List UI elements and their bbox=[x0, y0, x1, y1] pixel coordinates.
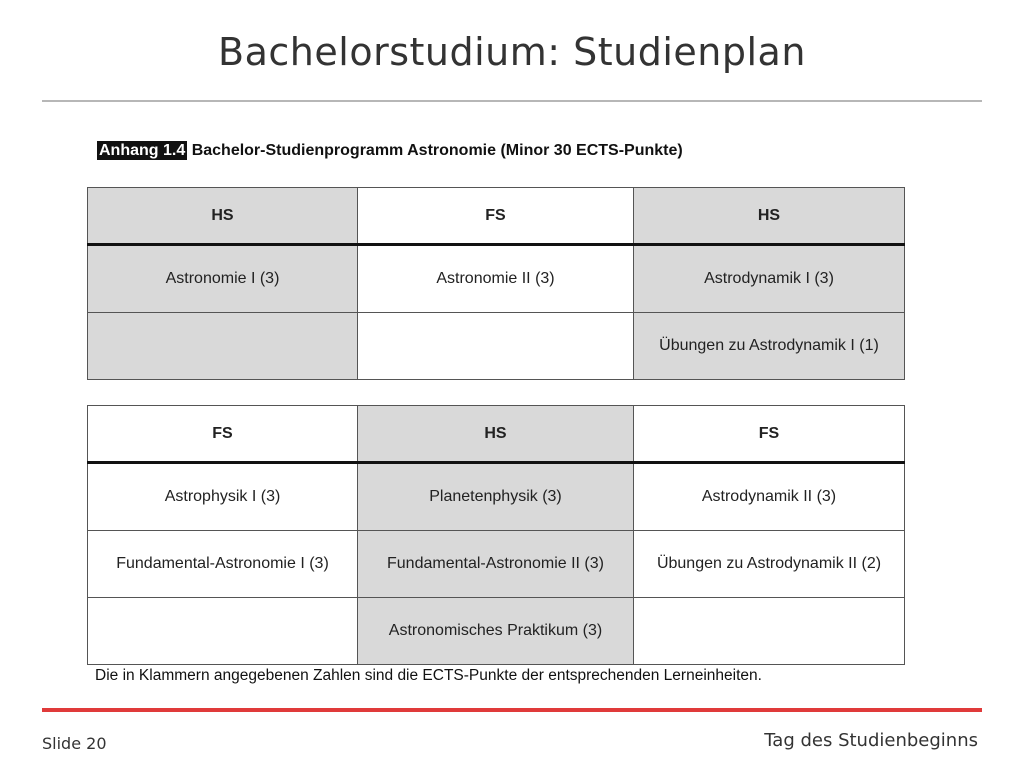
semester-header: HS bbox=[634, 188, 905, 245]
footnote: Die in Klammern angegebenen Zahlen sind die ECTS-Punkte der entsprechenden Lerneinheiten. bbox=[95, 667, 762, 684]
table-row bbox=[88, 245, 905, 313]
course-cell bbox=[358, 313, 634, 380]
event-label: Tag des Studienbeginns bbox=[764, 730, 978, 751]
course-cell: Astronomie I (3) bbox=[88, 245, 358, 313]
title-divider bbox=[42, 100, 982, 102]
slide-number: Slide 20 bbox=[42, 734, 107, 753]
semester-header: FS bbox=[634, 406, 905, 463]
study-plan-table-2 bbox=[87, 405, 905, 665]
course-cell: Astronomie II (3) bbox=[358, 245, 634, 313]
course-cell: Übungen zu Astrodynamik II (2) bbox=[634, 531, 905, 598]
course-cell: Astronomisches Praktikum (3) bbox=[358, 598, 634, 665]
annex-heading bbox=[97, 142, 683, 160]
course-cell: Übungen zu Astrodynamik I (1) bbox=[634, 313, 905, 380]
study-plan-table-1 bbox=[87, 187, 905, 380]
annex-title: Bachelor-Studienprogramm Astronomie (Minor 30 ECTS-Punkte) bbox=[191, 142, 683, 159]
table-row bbox=[88, 463, 905, 531]
semester-header: FS bbox=[88, 406, 358, 463]
table-row bbox=[88, 531, 905, 598]
slide-title: Bachelorstudium: Studienplan bbox=[218, 30, 806, 74]
course-cell bbox=[634, 598, 905, 665]
course-cell bbox=[88, 313, 358, 380]
table-row bbox=[88, 598, 905, 665]
course-cell: Fundamental-Astronomie I (3) bbox=[88, 531, 358, 598]
semester-header: HS bbox=[358, 406, 634, 463]
annex-number: Anhang 1.4 bbox=[99, 142, 186, 159]
course-cell bbox=[88, 598, 358, 665]
course-cell: Astrodynamik II (3) bbox=[634, 463, 905, 531]
course-cell: Fundamental-Astronomie II (3) bbox=[358, 531, 634, 598]
table-header-row bbox=[88, 406, 905, 463]
semester-header: FS bbox=[358, 188, 634, 245]
course-cell: Astrodynamik I (3) bbox=[634, 245, 905, 313]
table-row bbox=[88, 313, 905, 380]
course-cell: Astrophysik I (3) bbox=[88, 463, 358, 531]
course-cell: Planetenphysik (3) bbox=[358, 463, 634, 531]
semester-header: HS bbox=[88, 188, 358, 245]
footer-accent-rule bbox=[42, 708, 982, 712]
table-header-row bbox=[88, 188, 905, 245]
